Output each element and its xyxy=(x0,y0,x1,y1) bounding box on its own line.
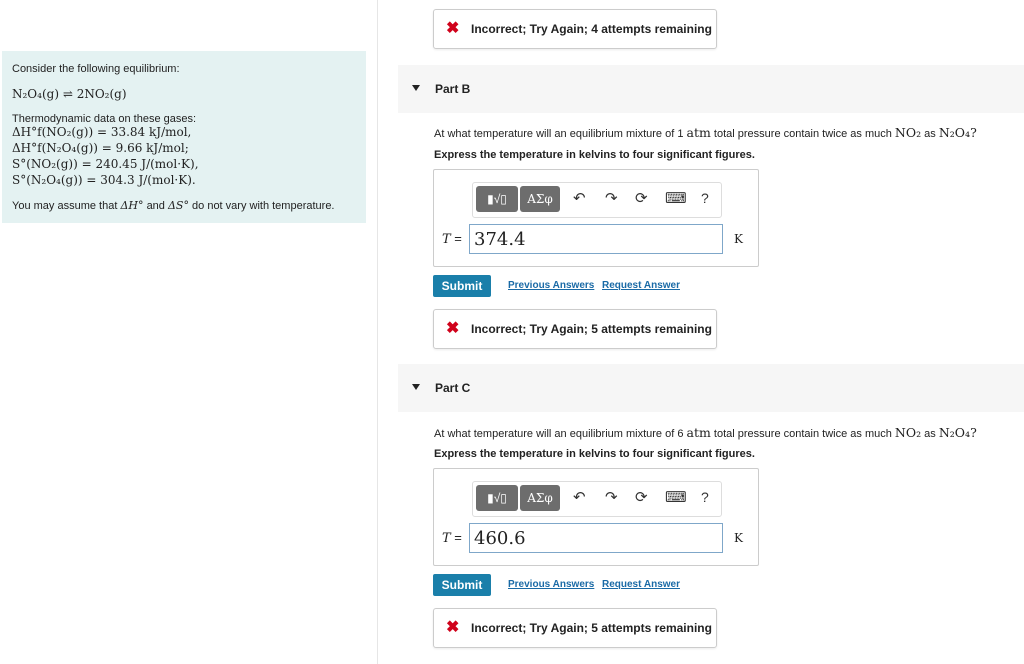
intro-text: Consider the following equilibrium: xyxy=(12,63,180,75)
answer-input[interactable]: 460.6 xyxy=(469,523,723,553)
submit-button[interactable]: Submit xyxy=(433,275,491,297)
undo-icon[interactable]: ↶ xyxy=(573,190,586,207)
feedback-box xyxy=(433,608,717,648)
incorrect-icon: ✖ xyxy=(446,320,460,337)
math-toolbar xyxy=(472,481,722,517)
equilibrium-equation: N₂O₄(g) ⇌ 2NO₂(g) xyxy=(12,87,127,101)
question-text: At what temperature will an equilibrium mixture of 1 atm total pressure contain twice as much NO₂ as N₂O₄? xyxy=(434,125,977,140)
feedback-text: Incorrect; Try Again; 5 attempts remaining xyxy=(471,322,712,336)
thermo-line: S°(N₂O₄(g)) = 304.3 J/(mol·K). xyxy=(12,173,196,187)
unit-label: K xyxy=(734,531,743,545)
thermo-title: Thermodynamic data on these gases: xyxy=(12,113,197,125)
submit-button[interactable]: Submit xyxy=(433,574,491,596)
templates-button[interactable]: ▮√▯ xyxy=(476,186,518,212)
feedback-text: Incorrect; Try Again; 5 attempts remaining xyxy=(471,621,712,635)
reset-icon[interactable]: ⟳ xyxy=(635,190,648,207)
math-toolbar xyxy=(472,182,722,218)
part-label: Part B xyxy=(435,82,471,96)
instruction-text: Express the temperature in kelvins to four significant figures. xyxy=(434,149,755,161)
templates-button[interactable]: ▮√▯ xyxy=(476,485,518,511)
undo-icon[interactable]: ↶ xyxy=(573,489,586,506)
incorrect-icon: ✖ xyxy=(446,619,460,636)
collapse-triangle-icon[interactable] xyxy=(412,384,420,390)
collapse-triangle-icon[interactable] xyxy=(412,85,420,91)
help-icon[interactable]: ? xyxy=(701,489,709,505)
help-icon[interactable]: ? xyxy=(701,190,709,206)
unit-label: K xyxy=(734,232,743,246)
previous-answers-link[interactable]: Previous Answers xyxy=(508,280,595,291)
answer-area xyxy=(433,169,759,267)
feedback-box xyxy=(433,309,717,349)
feedback-text: Incorrect; Try Again; 4 attempts remaining xyxy=(471,22,712,36)
request-answer-link[interactable]: Request Answer xyxy=(602,579,680,590)
keyboard-icon[interactable]: ⌨ xyxy=(665,489,687,506)
problem-info-panel xyxy=(2,51,366,223)
thermo-line: ΔH°f(N₂O₄(g)) = 9.66 kJ/mol; xyxy=(12,141,189,155)
incorrect-icon: ✖ xyxy=(446,20,460,37)
feedback-box xyxy=(433,9,717,49)
thermo-line: ΔH°f(NO₂(g)) = 33.84 kJ/mol, xyxy=(12,125,192,139)
keyboard-icon[interactable]: ⌨ xyxy=(665,190,687,207)
answer-input[interactable]: 374.4 xyxy=(469,224,723,254)
answer-area xyxy=(433,468,759,566)
part-b-header[interactable] xyxy=(398,65,1024,113)
redo-icon[interactable]: ↷ xyxy=(605,190,618,207)
symbols-button[interactable]: ΑΣφ xyxy=(520,186,560,212)
redo-icon[interactable]: ↷ xyxy=(605,489,618,506)
reset-icon[interactable]: ⟳ xyxy=(635,489,648,506)
assumption-text: You may assume that ΔH° and ΔS° do not vary with temperature. xyxy=(12,199,335,212)
previous-answers-link[interactable]: Previous Answers xyxy=(508,579,595,590)
instruction-text: Express the temperature in kelvins to four significant figures. xyxy=(434,448,755,460)
request-answer-link[interactable]: Request Answer xyxy=(602,280,680,291)
question-text: At what temperature will an equilibrium mixture of 6 atm total pressure contain twice as much NO₂ as N₂O₄? xyxy=(434,425,977,440)
variable-label: T = xyxy=(442,530,462,546)
column-divider xyxy=(377,0,378,664)
symbols-button[interactable]: ΑΣφ xyxy=(520,485,560,511)
thermo-line: S°(NO₂(g)) = 240.45 J/(mol·K), xyxy=(12,157,199,171)
part-label: Part C xyxy=(435,381,471,395)
part-c-header[interactable] xyxy=(398,364,1024,412)
variable-label: T = xyxy=(442,231,462,247)
